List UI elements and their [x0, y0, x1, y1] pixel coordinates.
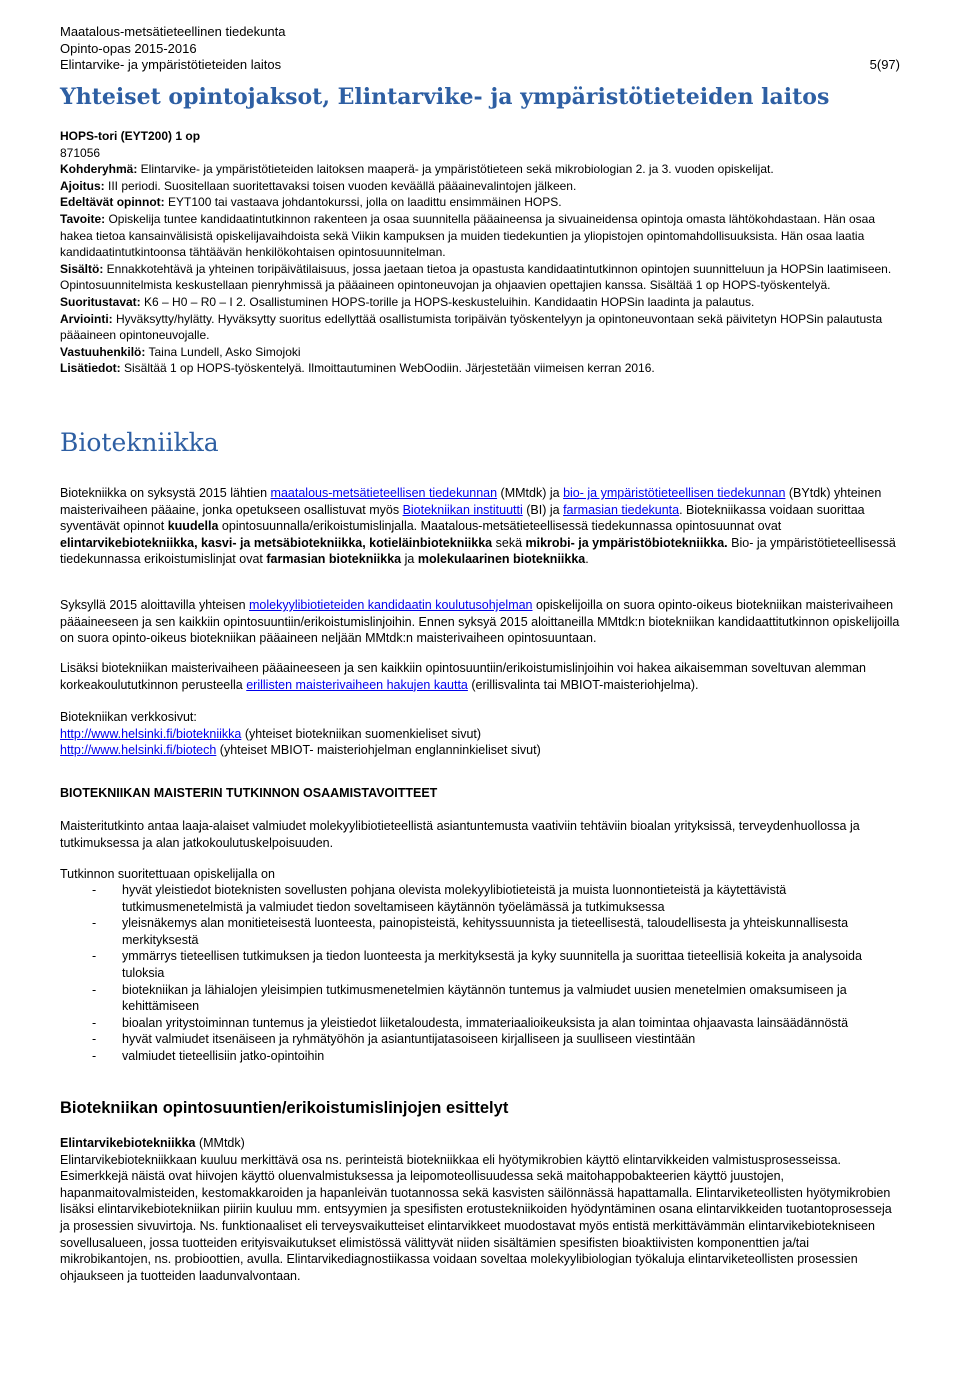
course-responsible: Vastuuhenkilö: Taina Lundell, Asko Simojoki: [60, 344, 301, 359]
course-objective: Tavoite: Opiskelija tuntee kandidaatintutkinnon rakenteen ja osaa suunnitella pääaineensa ja sivuaineidensa opintoja omasta lähtökohdastaan. Hän osaa hakea tietoa kansainvälisistä opiskelijavaihdoista sekä Viikin kampuksen ja muiden tiedekuntien ja yliopistojen opintomahdollisuuksista. Hän osaa laatia kandidaatintutkintoonsa tähtäävän henkilökohtaisen opintosuunnitelman.: [60, 211, 875, 260]
list-item: - biotekniikan ja lähialojen yleisimpien tutkimusmenetelmien käytännön tuntemus ja valmiudet uusien menetelmien omaksumiseen ja kehittämiseen: [92, 982, 847, 1014]
specializations-title: Biotekniikan opintosuuntien/erikoistumislinjojen esittelyt: [60, 1099, 509, 1117]
admission-paragraph: Syksyllä 2015 aloittavilla yhteisen molekyylibiotieteiden kandidaatin koulutusohjelman opiskelijoilla on suora opinto-oikeus biotekniikan maisterivaiheen pääaineeseen ja sen kaikkiin opintosuuntiin/erikoistumislinjoihin. Ennen syksyä 2015 aloittaneilla MMtdk:n biotekniikan kandidaattitutkinnon opiskelijoilla on suora opinto-oikeus biotekniikan pääaineen neljään MMtdk:n maisterivaiheen opintosuuntaan.: [60, 598, 900, 646]
section-title-shared-courses: Yhteiset opintojaksot, Elintarvike- ja ympäristötieteiden laitos: [60, 84, 830, 110]
course-ajoitus: Ajoitus: III periodi. Suositellaan suoritettavaksi toisen vuoden keväällä pääainevalintojen jälkeen.: [60, 178, 577, 193]
course-more-info: Lisätiedot: Sisältää 1 op HOPS-työskentelyä. Ilmoittautuminen WebOodiin. Järjestetään viimeisen kerran 2016.: [60, 361, 655, 376]
list-item: - bioalan yritystoiminnan tuntemus ja yleistiedot liiketaloudesta, immateriaalioikeuksista ja alan toimintaa ohjaavasta lainsäädännöstä: [92, 1015, 849, 1030]
intro-paragraph: Biotekniikka on syksystä 2015 lähtien maatalous-metsätieteellisen tiedekunnan (MMtdk) ja bio- ja ympäristötieteellisen tiedekunnan (BYtdk) yhteinen maisterivaiheen pääaine, jonka opetukseen osallistuvat myös Biotekniikan instituutti (BI) ja farmasian tiedekunta. Biotekniikassa voidaan suorittaa syventävät opinnot kuudella opintosuunnalla/erikoistumislinjalla. Maatalous-metsätieteellisessä tiedekunnassa opintosuunnat ovat elintarvikebiotekniikka, kasvi- ja metsäbiotekniikka, kotieläinbiotekniikka sekä mikrobi- ja ympäristöbiotekniikka. Bio- ja ympäristötieteellisessä tiedekunnassa erikoistumislinjat ovat farmasian biotekniikka ja molekulaarinen biotekniikka.: [60, 486, 896, 567]
list-item: - valmiudet tieteellisiin jatko-opintoihin: [92, 1048, 325, 1063]
list-item: - ymmärrys tieteellisen tutkimuksen ja tiedon luonteesta ja merkityksestä ja kyky suunnitella ja suorittaa tieteellisiä kokeita ja analysoida tuloksia: [92, 949, 862, 980]
faculty-name: Maatalous-metsätieteellinen tiedekunta: [60, 24, 286, 39]
link-by-faculty[interactable]: bio- ja ympäristötieteellisen tiedekunnan: [563, 486, 786, 500]
course-block: [60, 128, 900, 377]
section-title-biotechnology: Biotekniikka: [60, 428, 219, 457]
food-biotech-title: Elintarvikebiotekniikka (MMtdk): [60, 1136, 245, 1150]
link-biotech-institute[interactable]: Biotekniikan instituutti: [402, 502, 523, 517]
link-separate-admission[interactable]: erillisten maisterivaiheen hakujen kautta: [246, 677, 468, 692]
separate-admission-paragraph: Lisäksi biotekniikan maisterivaiheen pääaineeseen ja sen kaikkiin opintosuuntiin/erikoistumislinjoihin voi hakea aikaisemman soveltuvan alemman korkeakoulututkinnon perusteella erillisten maisterivaiheen hakujen kautta (erillisvalinta tai MBIOT-maisteriohjelma).: [60, 661, 866, 692]
course-code: 871056: [60, 145, 101, 160]
web-links-label: Biotekniikan verkkosivut:: [60, 710, 197, 724]
course-evaluation: Arviointi: Hyväksytty/hylätty. Hyväksytty suoritus edellyttää osallistumista toripäivän työskentelyyn ja opintoneuvontaan sekä päivitetyn HOPSin palautusta pääaineen opintoneuvojalle.: [60, 311, 883, 343]
department-name: Elintarvike- ja ympäristötieteiden laitos: [60, 57, 282, 72]
web-links: Biotekniikan verkkosivut: http://www.helsinki.fi/biotekniikka (yhteiset biotekniikan suomenkieliset sivut) http://www.helsinki.fi/biotech (yhteiset MBIOT- maisteriohjelman englanninkieliset sivut): [60, 709, 900, 759]
course-completion: Suoritustavat: K6 – H0 – R0 – I 2. Osallistuminen HOPS-torille ja HOPS-keskusteluihin. Kandidaatin HOPSin laadinta ja palautus.: [60, 294, 755, 309]
list-item: - hyvät valmiudet itsenäiseen ja ryhmätyöhön ja asiantuntijatasoiseen kirjalliseen ja suulliseen viestintään: [92, 1032, 696, 1047]
goals-title: BIOTEKNIIKAN MAISTERIN TUTKINNON OSAAMISTAVOITTEET: [60, 786, 438, 800]
page-header: [60, 24, 900, 74]
course-content: Sisältö: Ennakkotehtävä ja yhteinen toripäivätilaisuus, jossa jaetaan tietoa ja opastusta kandidaatintutkinnon opintojen suunnitteluun ja HOPSin laatimiseen. Opintosuunnitelmista keskustellaan pienryhmissä ja pääaineen opintoneuvojan ja ohjaavien opettajien kanssa. Sisältää 1 op HOPS-työskentelyä.: [60, 261, 892, 293]
goals-intro: Tutkinnon suoritettuaan opiskelijalla on: [60, 867, 275, 881]
link-biotech-site[interactable]: http://www.helsinki.fi/biotech: [60, 743, 217, 758]
goals-list: [60, 882, 900, 1065]
list-item: - hyvät yleistiedot bioteknisten sovellusten pohjana olevista molekyylibiotieteistä ja muista luonnontieteistä ja käytettävistä tutkimusmenetelmistä ja valmiudet tiedon soveltamiseen käytännön työelämässä ja tutkimuksessa: [92, 883, 787, 914]
course-kohderyhma: Kohderyhmä: Elintarvike- ja ympäristötieteiden laitoksen maaperä- ja ympäristötieteen sekä mikrobiologian 2. ja 3. vuoden opiskelijat.: [60, 162, 774, 177]
guide-title: Opinto-opas 2015-2016: [60, 40, 197, 56]
food-biotech-paragraph: Elintarvikebiotekniikkaan kuuluu merkittävä osa ns. perinteistä biotekniikkaa eli hyötymikrobien käyttö elintarvikkeiden valmistusprosesseissa. Esimerkkejä näistä ovat hiivojen käyttö oluenvalmistuksessa ja leipomoteollisuudessa sekä maitohappobakteerien käyttö juustojen, hapanmaitovalmisteiden, kestomakkaroiden ja hapanleivän tuotannossa sekä kasvisten säilönnässä hapattamalla. Elintarviketeollisten hyötymikrobien lisäksi elintarvikebiotekniikan piiriin kuuluu mm. entsyymien ja spesifisten erotustekniikoiden hyödyntäminen osana elintarvikkeiden tuotantoprosesseja ja prosessien sivuvirtoja. Ns. funktionaaliset eli terveysvaikutteiset elintarvikkeet muodostavat myös entistä merkittävämmän elintarvikebiotekniseen sovellusalueen, jossa tuotteiden erityisvaikutukset elimistössä välittyvät niiden sisältämien spesifisten bioaktiivisten komponenttien ja/tai mikrobikantojen, ns. probioottien, avulla. Elintarvikediagnostiikassa voidaan soveltaa molekyylibiologian työkaluja elintarviketeollisten prosessien ohjaukseen ja tuotteiden laadunvalvontaan.: [60, 1152, 892, 1283]
link-pharmacy-faculty[interactable]: farmasian tiedekunta: [563, 502, 680, 517]
goals-paragraph: Maisteritutkinto antaa laaja-alaiset valmiudet molekyylibiotieteellistä asiantuntemusta vaativiin tehtäviin bioalan yrityksissä, terveydenhuollossa ja tutkimuksessa ja alan jatkokoulutuskelpoisuuden.: [60, 819, 860, 850]
link-biotekniikka-site[interactable]: http://www.helsinki.fi/biotekniikka: [60, 726, 242, 741]
course-title: HOPS-tori (EYT200) 1 op: [60, 129, 201, 143]
food-biotech-section: [60, 1135, 900, 1284]
link-mm-faculty[interactable]: maatalous-metsätieteellisen tiedekunnan: [270, 486, 498, 500]
list-item: - yleisnäkemys alan monitieteisestä luonteesta, painopisteistä, kehityssuunnista ja tieteellisestä, taloudellisesta ja yhteiskunnallisesta merkityksestä: [92, 916, 849, 947]
page-number: 5(97): [869, 57, 900, 72]
course-prerequisites: Edeltävät opinnot: EYT100 tai vastaava johdantokurssi, jolla on laadittu ensimmäinen HOPS.: [60, 195, 562, 210]
link-molecular-bioscience-programme[interactable]: molekyylibiotieteiden kandidaatin koulutusohjelman: [249, 598, 533, 612]
